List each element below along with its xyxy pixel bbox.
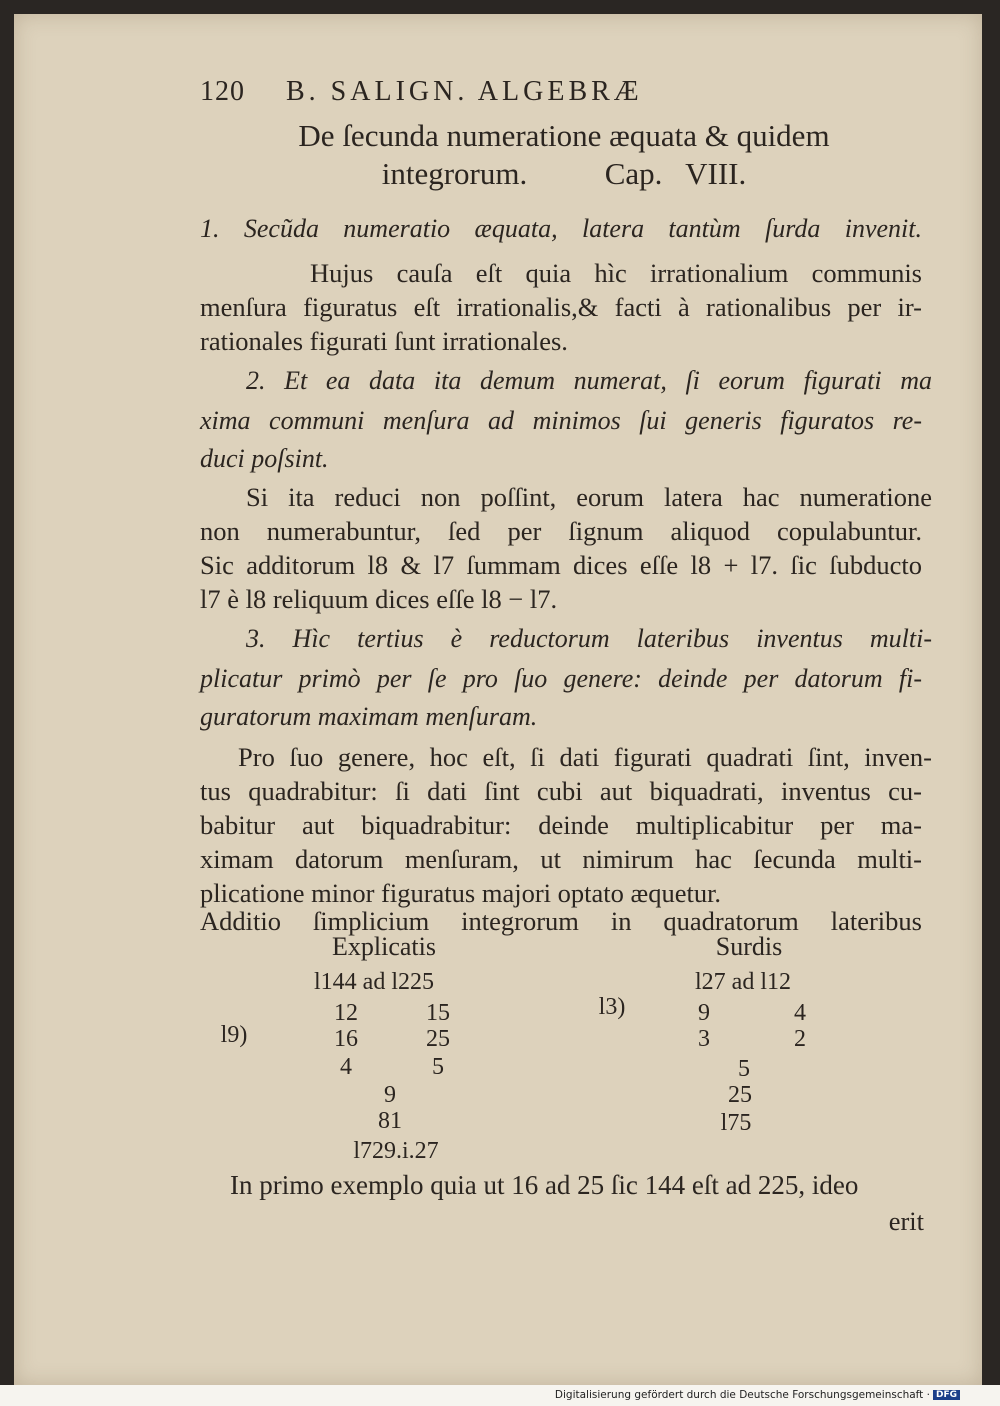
body-line: Hujus cauſa eſt quia hìc irrationalium communis xyxy=(310,258,922,288)
body-line: Sic additorum l8 & l7 ſummam dices eſſe l8 + l7. ſic ſubducto xyxy=(200,550,922,580)
body-line: xima communi menſura ad minimos ſui generis figuratos re- xyxy=(200,406,922,435)
credit-text: Digitalisierung gefördert durch die Deutsche Forschungsgemeinschaft · xyxy=(554,1389,930,1401)
running-header xyxy=(200,76,940,108)
body-line: plicatur primò per ſe pro ſuo genere: deinde per datorum fi- xyxy=(200,664,922,693)
book-page xyxy=(14,14,982,1385)
explicatis-terms: l144 ad l225 xyxy=(314,969,434,995)
body-line: l7 è l8 reliquum dices eſſe l8 − l7. xyxy=(200,584,558,614)
explicatis-marker: l9) xyxy=(220,1022,248,1048)
body-line: Pro ſuo genere, hoc eſt, ſi dati figurati quadrati ſint, inven- xyxy=(238,742,932,772)
body-line: 2. Et ea data ita demum numerat, ſi eorum figurati ma xyxy=(246,366,932,395)
surdis-result: l75 xyxy=(720,1110,752,1136)
surdis-square: 25 xyxy=(728,1082,752,1108)
body-line: rationales figurati ſunt irrationales. xyxy=(200,326,568,356)
body-line: 3. Hìc tertius è reductorum lateribus inventus multi- xyxy=(246,624,932,653)
explicatis-a3: 4 xyxy=(340,1054,352,1080)
page-number: 120 xyxy=(200,76,245,107)
body-line: ximam datorum menſuram, ut nimirum hac ſecunda multi- xyxy=(200,844,922,874)
body-line: non numerabuntur, ſed per ſignum aliquod copulabuntur. xyxy=(200,516,922,546)
explicatis-square-1: 9 xyxy=(384,1082,396,1108)
running-title: B. SALIGN. ALGEBRÆ xyxy=(286,76,643,107)
chapter-title-line-1: De ſecunda numeratione æquata & quidem xyxy=(298,118,830,153)
body-line: duci poſsint. xyxy=(200,444,329,473)
explicatis-a2: 16 xyxy=(334,1026,358,1052)
explicatis-b3: 5 xyxy=(432,1054,444,1080)
digitization-credit xyxy=(555,1389,960,1401)
catchword: erit xyxy=(888,1206,924,1236)
surdis-terms: l27 ad l12 xyxy=(695,969,791,995)
explicatis-square-2: 81 xyxy=(378,1108,402,1134)
dfg-logo: DFG xyxy=(933,1390,960,1400)
body-line: Additio ſimplicium integrorum in quadratorum lateribus xyxy=(200,906,922,936)
surdis-a1: 9 xyxy=(698,1000,710,1026)
surdis-b1: 4 xyxy=(794,1000,806,1026)
surdis-b2: 2 xyxy=(794,1026,806,1052)
closing-line: In primo exemplo quia ut 16 ad 25 ſic 144 eſt ad 225, ideo xyxy=(230,1170,859,1200)
explicatis-result: l729.i.27 xyxy=(353,1138,439,1164)
surdis-caption: Surdis xyxy=(715,932,783,961)
body-line: guratorum maximam menſuram. xyxy=(200,702,538,731)
body-line: tus quadrabitur: ſi dati ſint cubi aut biquadrati, inventus cu- xyxy=(200,776,922,806)
explicatis-b2: 25 xyxy=(426,1026,450,1052)
surdis-a2: 3 xyxy=(698,1026,710,1052)
surdis-marker: l3) xyxy=(598,994,626,1020)
body-line: plicatione minor figuratus majori optato æquetur. xyxy=(200,878,722,908)
body-line: 1. Secũda numeratio æquata, latera tantùm ſurda invenit. xyxy=(200,214,922,243)
surdis-sum: 5 xyxy=(738,1056,750,1082)
explicatis-b1: 15 xyxy=(426,1000,450,1026)
explicatis-caption: Explicatis xyxy=(332,932,436,961)
chapter-title-line-2: integrorum. Cap. VIII. xyxy=(381,156,747,191)
body-line: babitur aut biquadrabitur: deinde multiplicabitur per ma- xyxy=(200,810,922,840)
body-line: Si ita reduci non poſſint, eorum latera hac numeratione xyxy=(246,482,932,512)
body-line: menſura figuratus eſt irrationalis,& facti à rationalibus per ir- xyxy=(200,292,922,322)
explicatis-a1: 12 xyxy=(334,1000,358,1026)
